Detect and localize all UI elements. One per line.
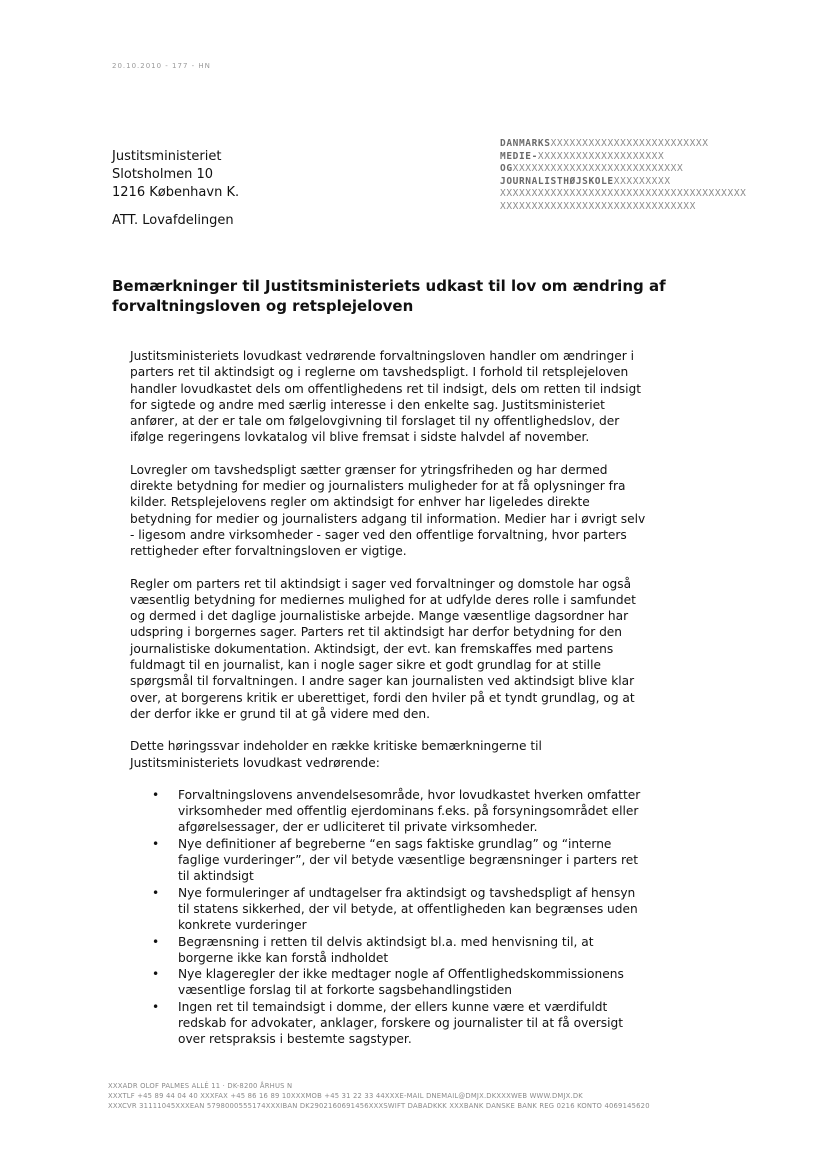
- list-item: • Ingen ret til temaindsigt i domme, der ellers kunne være et værdifuldt redskab for advokater, anklager, forskere og journalister til at få oversigt over retspraksis i bestemte sagstyper.: [152, 999, 624, 1047]
- logo-line: OGXXXXXXXXXXXXXXXXXXXXXXXXXXX: [500, 163, 684, 174]
- list-item: • Nye formuleringer af undtagelser fra aktindsigt og tavshedspligt af hensyn til statens sikkerhed, der vil betyde, at offentligheden kan begrænses uden konkrete vurderinger: [152, 885, 638, 933]
- letterhead-footer: [108, 1081, 728, 1111]
- logo-line: XXXXXXXXXXXXXXXXXXXXXXXXXXXXXXXXXXXXXXX: [500, 188, 747, 199]
- body-paragraph: Lovregler om tavshedspligt sætter grænser for ytringsfriheden og har dermed direkte betydning for medier og journalisters muligheder for at få oplysninger fra kilder. Retsplejelovens regler om aktindsigt for enhver har ligeledes direkte betydning for medier og journalisters adgang til information. Medier har i øvrigt selv - ligesom andre virksomheder - sager ved den offentlige forvaltning, hvor parters rettigheder efter forvaltningsloven er vigtige.: [130, 462, 646, 559]
- body-paragraph: Regler om parters ret til aktindsigt i sager ved forvaltninger og domstole har også væsentlig betydning for mediernes mulighed for at udfylde deres rolle i samfundet og dermed i det daglige journalistiske arbejde. Mange væsentlige dagsordner har udspring i borgernes sager. Parters ret til aktindsigt har derfor betydning for den journalistiske dokumentation. Aktindsigt, der evt. kan fremskaffes med partens fuldmagt til en journalist, kan i nogle sager sikre et godt grundlag for at stille spørgsmål til forvaltningen. I andre sager kan journalisten ved aktindsigt blive klar over, at borgerens kritik er uberettiget, fordi den hviler på et tyndt grundlag, og at der derfor ikke er grund til at gå videre med den.: [130, 576, 636, 721]
- bullet-icon: •: [152, 967, 160, 982]
- bullet-icon: •: [152, 787, 160, 802]
- list-item: • Begrænsning i retten til delvis aktindsigt bl.a. med henvisning til, at borgerne ikke kan forstå indholdet: [152, 934, 594, 965]
- body-paragraph: Justitsministeriets lovudkast vedrørende forvaltningsloven handler om ændringer i parters ret til aktindsigt og i reglerne om tavshedspligt. I forhold til retsplejeloven handler lovudkastet dels om offentlighedens ret til indsigt, dels om retten til indsigt for sigtede og andre med særlig interesse i den enkelte sag. Justitsministeriet anfører, at der er tale om følgelovgivning til forslaget til ny offentlighedslov, der ifølge regeringens lovkatalog vil blive fremsat i sidste halvdel af november.: [130, 349, 641, 445]
- document-title: Bemærkninger til Justitsministeriets udkast til lov om ændring af forvaltningsloven og retsplejeloven: [112, 277, 666, 315]
- document-reference: 20.10.2010 - 177 - HN: [112, 62, 211, 70]
- logo-line: MEDIE-XXXXXXXXXXXXXXXXXXXX: [500, 150, 665, 162]
- footer-line: XXXADR OLOF PALMES ALLÉ 11 · DK-8200 ÅRHUS N: [108, 1082, 293, 1090]
- bullet-icon: •: [152, 999, 160, 1014]
- footer-line: XXXTLF +45 89 44 04 40 XXXFAX +45 86 16 89 10XXXMOB +45 31 22 33 44XXXE-MAIL DNEMAIL@DMJX.DKXXXWEB WWW.DMJX.DK: [108, 1092, 583, 1100]
- bullet-icon: •: [152, 836, 160, 851]
- bullet-icon: •: [152, 885, 160, 900]
- document-body: [130, 348, 650, 1048]
- bullet-icon: •: [152, 934, 160, 949]
- recipient-line: 1216 København K.: [112, 185, 240, 200]
- list-item: • Nye klageregler der ikke medtager nogle af Offentlighedskommissionens væsentlige forslag til at forkorte sagsbehandlingstiden: [152, 967, 624, 998]
- dmjx-logo: [500, 138, 810, 213]
- list-item: • Nye definitioner af begreberne “en sags faktiske grundlag” og “interne faglige vurderinger”, der vil betyde væsentlige begrænsninger i parters ret til aktindsigt: [152, 836, 638, 884]
- logo-line: DANMARKSXXXXXXXXXXXXXXXXXXXXXXXXX: [500, 138, 709, 149]
- bullet-list: [130, 787, 650, 1048]
- recipient-line: Justitsministeriet: [112, 149, 222, 164]
- body-paragraph: Dette høringssvar indeholder en række kritiske bemærkningerne til Justitsministeriets lovudkast vedrørende:: [130, 739, 542, 770]
- recipient-line: Slotsholmen 10: [112, 167, 214, 182]
- logo-line: JOURNALISTHØJSKOLEXXXXXXXXX: [500, 175, 671, 187]
- recipient-att: ATT. Lovafdelingen: [112, 213, 234, 228]
- logo-line: XXXXXXXXXXXXXXXXXXXXXXXXXXXXXXX: [500, 200, 696, 212]
- footer-line: XXXCVR 31111045XXXEAN 5798000555174XXXIBAN DK2902160691456XXXSWIFT DABADKKK XXXBANK DANSKE BANK REG 0216 KONTO 4069145620: [108, 1102, 650, 1110]
- recipient-address: [112, 148, 239, 202]
- list-item: • Forvaltningslovens anvendelsesområde, hvor lovudkastet hverken omfatter virksomheder med offentlig ejerdominans f.eks. på forsyningsområdet eller afgørelsessager, der er udliciteret til private virksomheder.: [152, 787, 641, 835]
